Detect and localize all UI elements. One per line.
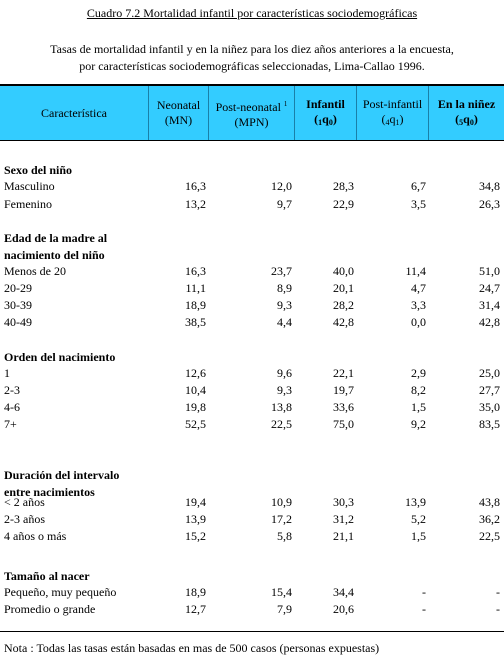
cell-value: 8,2: [411, 383, 426, 397]
table-row: [0, 495, 504, 512]
section-title: nacimiento del niño: [4, 248, 105, 262]
cell-value: 24,7: [479, 281, 500, 295]
table-row: [0, 417, 504, 434]
cell-value: 28,2: [333, 298, 354, 312]
cell-value: 19,7: [333, 383, 354, 397]
cell-value: 3,3: [411, 298, 426, 312]
cell-value: 4,7: [411, 281, 426, 295]
cell-value: 5,8: [277, 529, 292, 543]
row-label: Femenino: [4, 197, 52, 211]
cell-value: 83,5: [479, 417, 500, 431]
section-title: Duración del intervalo: [4, 468, 120, 482]
row-label: 7+: [4, 417, 17, 431]
cell-value: 11,1: [185, 281, 206, 295]
cell-value: 3,5: [411, 197, 426, 211]
row-label: < 2 años: [4, 495, 45, 509]
cell-value: 0,0: [411, 315, 426, 329]
cell-value: 42,8: [479, 315, 500, 329]
cell-value: 22,1: [333, 366, 354, 380]
table-title: Cuadro 7.2 Mortalidad infantil por características sociodemográficas: [86, 6, 418, 20]
cell-value: 6,7: [411, 179, 426, 193]
row-label: 1: [4, 366, 10, 380]
subtitle-line-1: Tasas de mortalidad infantil y en la niñez para los diez años anteriores a la encuesta,: [50, 42, 454, 56]
table-header: [0, 86, 504, 140]
cell-value: 1,5: [411, 400, 426, 414]
cell-value: 17,2: [271, 512, 292, 526]
cell-value: -: [496, 602, 500, 616]
table-row: [0, 315, 504, 332]
row-label: Promedio o grande: [4, 602, 96, 616]
cell-value: 42,8: [333, 315, 354, 329]
cell-value: 36,2: [479, 512, 500, 526]
row-label: 2-3: [4, 383, 20, 397]
table-row: [0, 264, 504, 281]
cell-value: 25,0: [479, 366, 500, 380]
subtitle-line-2: por características sociodemográficas seleccionadas, Lima-Callao 1996.: [79, 59, 425, 73]
cell-value: 9,3: [277, 298, 292, 312]
cell-value: 26,3: [479, 197, 500, 211]
cell-value: 2,9: [411, 366, 426, 380]
cell-value: 20,6: [333, 602, 354, 616]
cell-value: 15,2: [185, 529, 206, 543]
cell-value: 35,0: [479, 400, 500, 414]
cell-value: 4,4: [277, 315, 292, 329]
cell-value: 16,3: [185, 264, 206, 278]
cell-value: 20,1: [333, 281, 354, 295]
table-row: [0, 400, 504, 417]
header-infantil: Infantil $(_1q_0)$: [294, 86, 356, 140]
section-title: Orden del nacimiento: [4, 350, 116, 364]
cell-value: -: [422, 585, 426, 599]
cell-value: 19,4: [185, 495, 206, 509]
section-title: Sexo del niño: [4, 163, 73, 177]
cell-value: 13,9: [405, 495, 426, 509]
cell-value: 12,6: [185, 366, 206, 380]
cell-value: 33,6: [333, 400, 354, 414]
cell-value: 52,5: [185, 417, 206, 431]
cell-value: 7,9: [277, 602, 292, 616]
table-row: [0, 512, 504, 529]
cell-value: 15,4: [271, 585, 292, 599]
cell-value: 31,4: [479, 298, 500, 312]
row-label: 2-3 años: [4, 512, 45, 526]
cell-value: 22,5: [271, 417, 292, 431]
cell-value: 13,8: [271, 400, 292, 414]
row-label: 40-49: [4, 315, 32, 329]
row-label: 20-29: [4, 281, 32, 295]
table-row: [0, 529, 504, 546]
cell-value: 23,7: [271, 264, 292, 278]
cell-value: 30,3: [333, 495, 354, 509]
section-title: Edad de la madre al: [4, 231, 108, 245]
cell-value: 13,2: [185, 197, 206, 211]
cell-value: 21,1: [333, 529, 354, 543]
cell-value: 43,8: [479, 495, 500, 509]
table-row: [0, 298, 504, 315]
header-postinfantil: Post-infantil $(_4q_1)$: [356, 86, 428, 140]
row-label: Pequeño, muy pequeño: [4, 585, 117, 599]
header-ninez: En la niñez $(_5q_0)$: [428, 86, 504, 140]
cell-value: 34,8: [479, 179, 500, 193]
cell-value: -: [496, 585, 500, 599]
table-note: Nota : Todas las tasas están basadas en mas de 500 casos (personas expuestas): [4, 641, 380, 655]
cell-value: 8,9: [277, 281, 292, 295]
cell-value: 40,0: [333, 264, 354, 278]
cell-value: 19,8: [185, 400, 206, 414]
cell-value: 9,6: [277, 366, 292, 380]
row-label: 4 años o más: [4, 529, 67, 543]
header-neonatal: Neonatal (MN): [148, 86, 208, 140]
table-row: [0, 179, 504, 196]
table-row: [0, 197, 504, 214]
table-row: [0, 602, 504, 619]
cell-value: 38,5: [185, 315, 206, 329]
cell-value: 9,7: [277, 197, 292, 211]
cell-value: 1,5: [411, 529, 426, 543]
header-postneonatal: Post-neonatal $^1$ (MPN): [208, 86, 294, 140]
cell-value: 13,9: [185, 512, 206, 526]
section-title: entre nacimientos: [4, 485, 95, 499]
row-label: Menos de 20: [4, 264, 66, 278]
cell-value: 16,3: [185, 179, 206, 193]
cell-value: 51,0: [479, 264, 500, 278]
table-row: [0, 281, 504, 298]
header-bottom-rule: [0, 140, 504, 141]
cell-value: 75,0: [333, 417, 354, 431]
cell-value: 31,2: [333, 512, 354, 526]
cell-value: 34,4: [333, 585, 354, 599]
cell-value: 28,3: [333, 179, 354, 193]
table-bottom-rule: [0, 631, 504, 632]
row-label: 30-39: [4, 298, 32, 312]
cell-value: 22,5: [479, 529, 500, 543]
row-label: 4-6: [4, 400, 20, 414]
cell-value: 12,7: [185, 602, 206, 616]
section-title: Tamaño al nacer: [4, 569, 90, 583]
cell-value: 11,4: [405, 264, 426, 278]
table-row: [0, 366, 504, 383]
cell-value: 27,7: [479, 383, 500, 397]
cell-value: 18,9: [185, 585, 206, 599]
cell-value: 10,4: [185, 383, 206, 397]
header-characteristic: Característica: [0, 86, 148, 140]
table-row: [0, 585, 504, 602]
table-row: [0, 383, 504, 400]
cell-value: 5,2: [411, 512, 426, 526]
cell-value: 18,9: [185, 298, 206, 312]
cell-value: 12,0: [271, 179, 292, 193]
row-label: Masculino: [4, 179, 55, 193]
cell-value: 9,2: [411, 417, 426, 431]
cell-value: 10,9: [271, 495, 292, 509]
cell-value: 22,9: [333, 197, 354, 211]
cell-value: -: [422, 602, 426, 616]
cell-value: 9,3: [277, 383, 292, 397]
